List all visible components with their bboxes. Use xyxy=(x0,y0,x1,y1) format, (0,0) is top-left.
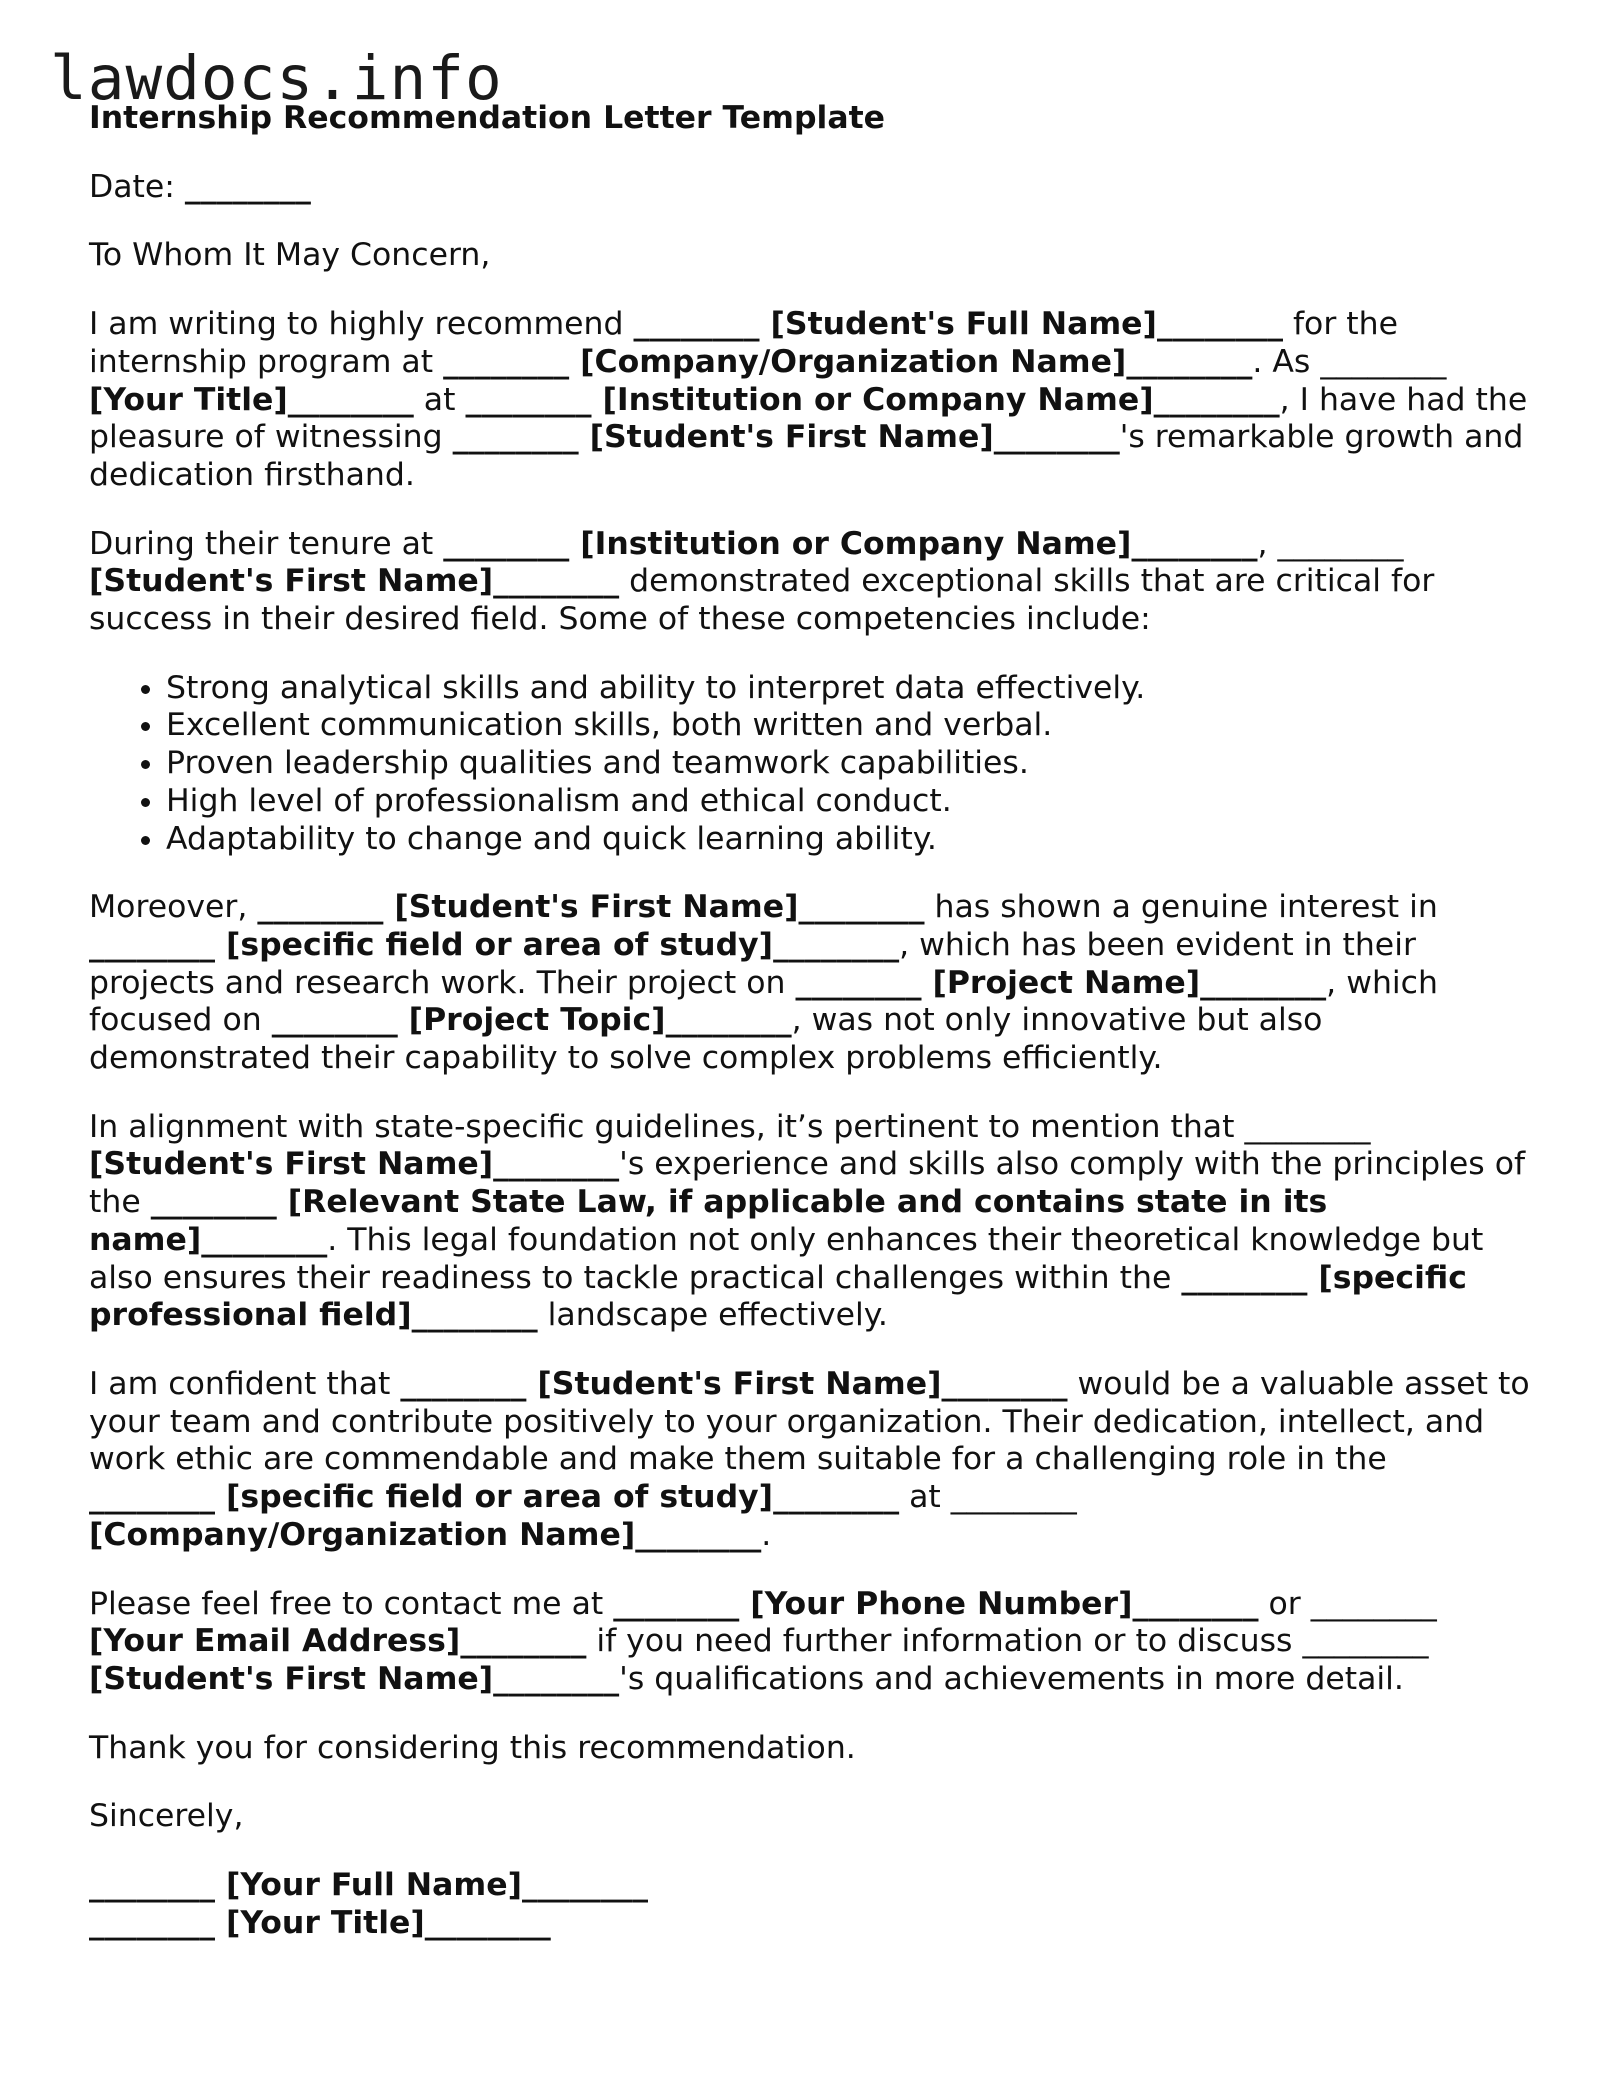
date-line xyxy=(89,169,1539,207)
text-fragment: Moreover, xyxy=(89,889,258,926)
student-full-name-field[interactable]: ________ [Student's Full Name]________ xyxy=(633,306,1283,343)
text-fragment: 's experience and skills also comply with the principles of the xyxy=(89,1146,1526,1221)
signature-name-field[interactable]: ________ [Your Full Name]________ xyxy=(89,1867,648,1904)
text-fragment: at xyxy=(899,1479,951,1516)
text-fragment: , which has been evident in their projects and research work. Their project on xyxy=(89,926,1416,1001)
text-fragment: 's qualifications and achievements in more detail. xyxy=(619,1660,1404,1697)
list-item: • Adaptability to change and quick learning ability. xyxy=(166,821,1539,859)
paragraph-interest xyxy=(89,889,1539,1078)
text-fragment: , was not only innovative but also demonstrated their capability to solve complex problems efficiently. xyxy=(89,1002,1323,1077)
document-title: Internship Recommendation Letter Template xyxy=(89,100,886,136)
list-item: • High level of professionalism and ethical conduct. xyxy=(166,783,1539,821)
email-field[interactable]: [Your Email Address]________ xyxy=(89,1623,587,1660)
letter-document xyxy=(89,100,1539,1942)
institution-name-field[interactable]: ________ [Institution or Company Name]________ xyxy=(465,381,1280,418)
watermark-logo: lawdocs.info xyxy=(50,43,503,114)
thanks-line: Thank you for considering this recommendation. xyxy=(89,1729,856,1766)
text-fragment: 's remarkable growth and dedication firsthand. xyxy=(89,419,1524,493)
text-fragment: landscape effectively. xyxy=(537,1297,888,1334)
company-name-field[interactable]: ________ [Company/Organization Name]________ xyxy=(443,343,1253,380)
student-first-name-field[interactable]: [Student's First Name]________ xyxy=(89,1660,620,1697)
paragraph-state-law xyxy=(89,1109,1539,1335)
blank-line[interactable]: ________ xyxy=(1320,343,1447,380)
state-law-field[interactable]: ________ [Relevant State Law, if applicable and contains state in its name]________ xyxy=(89,1184,1328,1258)
phone-field[interactable]: ________ [Your Phone Number]________ xyxy=(613,1585,1259,1622)
text-fragment: I am confident that xyxy=(89,1365,401,1402)
paragraph-confidence xyxy=(89,1366,1539,1555)
blank-line[interactable]: ________ xyxy=(1277,525,1404,562)
text-fragment: . xyxy=(761,1516,772,1553)
date-label: Date: xyxy=(89,168,185,205)
blank-line[interactable]: ________ xyxy=(1244,1108,1371,1145)
professional-field-field[interactable]: ________ [specific professional field]________ xyxy=(89,1259,1467,1334)
text-fragment: In alignment with state-specific guidelines, it’s pertinent to mention that xyxy=(89,1108,1245,1145)
your-title-field[interactable]: [Your Title]________ xyxy=(89,381,414,418)
specific-field-field[interactable]: ________ [specific field or area of study]________ xyxy=(89,1479,900,1516)
blank-line[interactable]: ________ xyxy=(1302,1623,1429,1660)
student-first-name-field[interactable]: [Student's First Name]________ xyxy=(89,1146,620,1183)
greeting: To Whom It May Concern, xyxy=(89,237,491,274)
text-fragment: During their tenure at xyxy=(89,525,444,562)
text-fragment: , which focused on xyxy=(89,964,1438,1039)
competencies-list xyxy=(89,670,1539,859)
text-fragment: . This legal foundation not only enhances their theoretical knowledge but also ensures their readiness to tackle practical challenges within the xyxy=(89,1221,1484,1296)
text-fragment: if you need further information or to discuss xyxy=(586,1623,1303,1660)
date-blank[interactable]: ________ xyxy=(184,168,311,205)
project-name-field[interactable]: ________ [Project Name]________ xyxy=(795,964,1327,1001)
paragraph-tenure xyxy=(89,526,1539,639)
blank-line[interactable]: ________ xyxy=(1310,1585,1437,1622)
text-fragment: at xyxy=(413,381,466,418)
paragraph-contact xyxy=(89,1586,1539,1699)
text-fragment: or xyxy=(1258,1585,1311,1622)
closing-line: Sincerely, xyxy=(89,1798,244,1835)
text-fragment: . As xyxy=(1252,343,1321,380)
signature-title-field[interactable]: ________ [Your Title]________ xyxy=(89,1904,551,1941)
text-fragment: has shown a genuine interest in xyxy=(924,889,1438,926)
student-first-name-field[interactable]: ________ [Student's First Name]________ xyxy=(452,419,1120,456)
specific-field-field[interactable]: ________ [specific field or area of study]________ xyxy=(89,926,900,963)
text-fragment: I am writing to highly recommend xyxy=(89,306,634,343)
text-fragment: , I have had the pleasure of witnessing xyxy=(89,381,1528,456)
project-topic-field[interactable]: ________ [Project Topic]________ xyxy=(271,1002,792,1039)
student-first-name-field[interactable]: ________ [Student's First Name]________ xyxy=(257,889,925,926)
blank-line[interactable]: ________ xyxy=(950,1479,1077,1516)
company-name-field[interactable]: [Company/Organization Name]________ xyxy=(89,1516,762,1553)
text-fragment: would be a valuable asset to your team and contribute positively to your organization. Their dedication, intellect, and work ethic are commendable and make them suitable for a challenging role in the xyxy=(89,1365,1530,1478)
student-first-name-field[interactable]: ________ [Student's First Name]________ xyxy=(400,1365,1068,1402)
student-first-name-field[interactable]: [Student's First Name]________ xyxy=(89,563,620,600)
paragraph-intro xyxy=(89,306,1539,495)
list-item: • Proven leadership qualities and teamwork capabilities. xyxy=(166,745,1539,783)
list-item: • Strong analytical skills and ability to interpret data effectively. xyxy=(166,670,1539,708)
text-fragment: demonstrated exceptional skills that are critical for success in their desired field. Some of these competencies include: xyxy=(89,563,1435,638)
text-fragment: , xyxy=(1257,525,1278,562)
text-fragment: Please feel free to contact me at xyxy=(89,1585,614,1622)
institution-name-field[interactable]: ________ [Institution or Company Name]________ xyxy=(443,525,1258,562)
text-fragment: for the internship program at xyxy=(89,306,1398,380)
list-item: • Excellent communication skills, both written and verbal. xyxy=(166,707,1539,745)
